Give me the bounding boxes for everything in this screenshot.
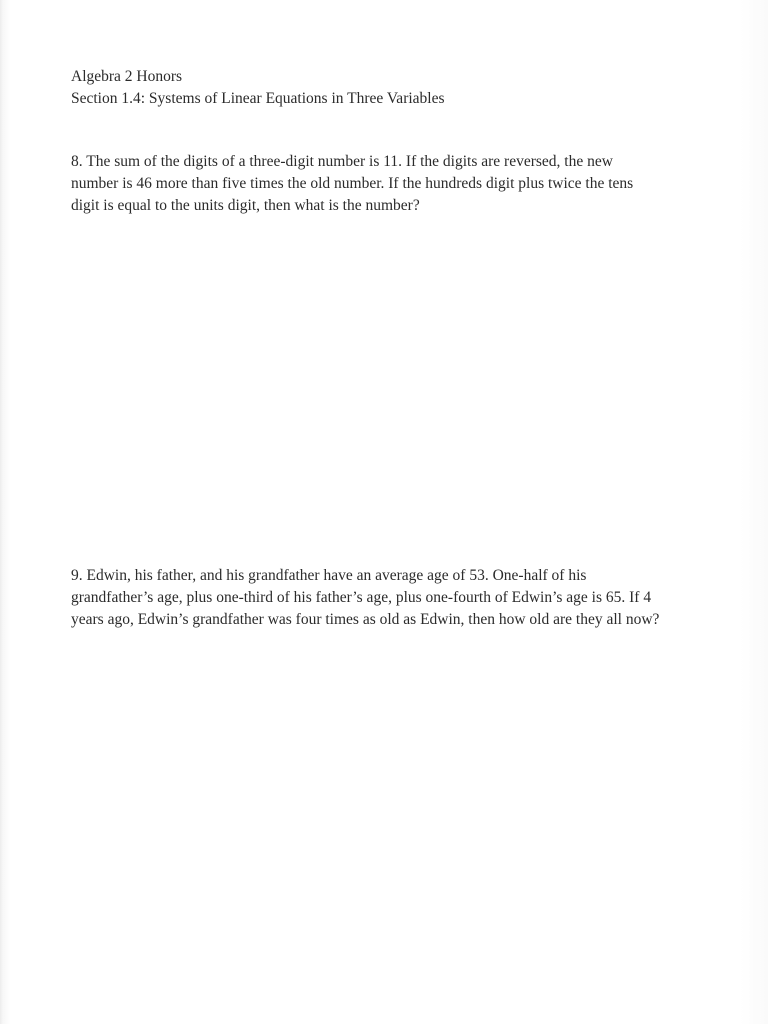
problem-8 (71, 151, 711, 217)
section-title: Section 1.4: Systems of Linear Equations in Three Variables (71, 90, 445, 107)
problem-8-line-3: digit is equal to the units digit, then what is the number? (71, 197, 420, 214)
problem-8-line-1: 8. The sum of the digits of a three-digit number is 11. If the digits are reversed, the new (71, 153, 613, 170)
problem-8-line-2: number is 46 more than five times the old number. If the hundreds digit plus twice the tens (71, 175, 634, 192)
worksheet-header (71, 66, 731, 110)
problem-9 (71, 565, 711, 631)
course-title: Algebra 2 Honors (71, 68, 183, 85)
problem-9-line-3: years ago, Edwin’s grandfather was four times as old as Edwin, then how old are they all now? (71, 611, 660, 628)
problem-9-line-1: 9. Edwin, his father, and his grandfather have an average age of 53. One-half of his (71, 567, 587, 584)
problem-9-line-2: grandfather’s age, plus one-third of his father’s age, plus one-fourth of Edwin’s age is 65. If 4 (71, 589, 652, 606)
